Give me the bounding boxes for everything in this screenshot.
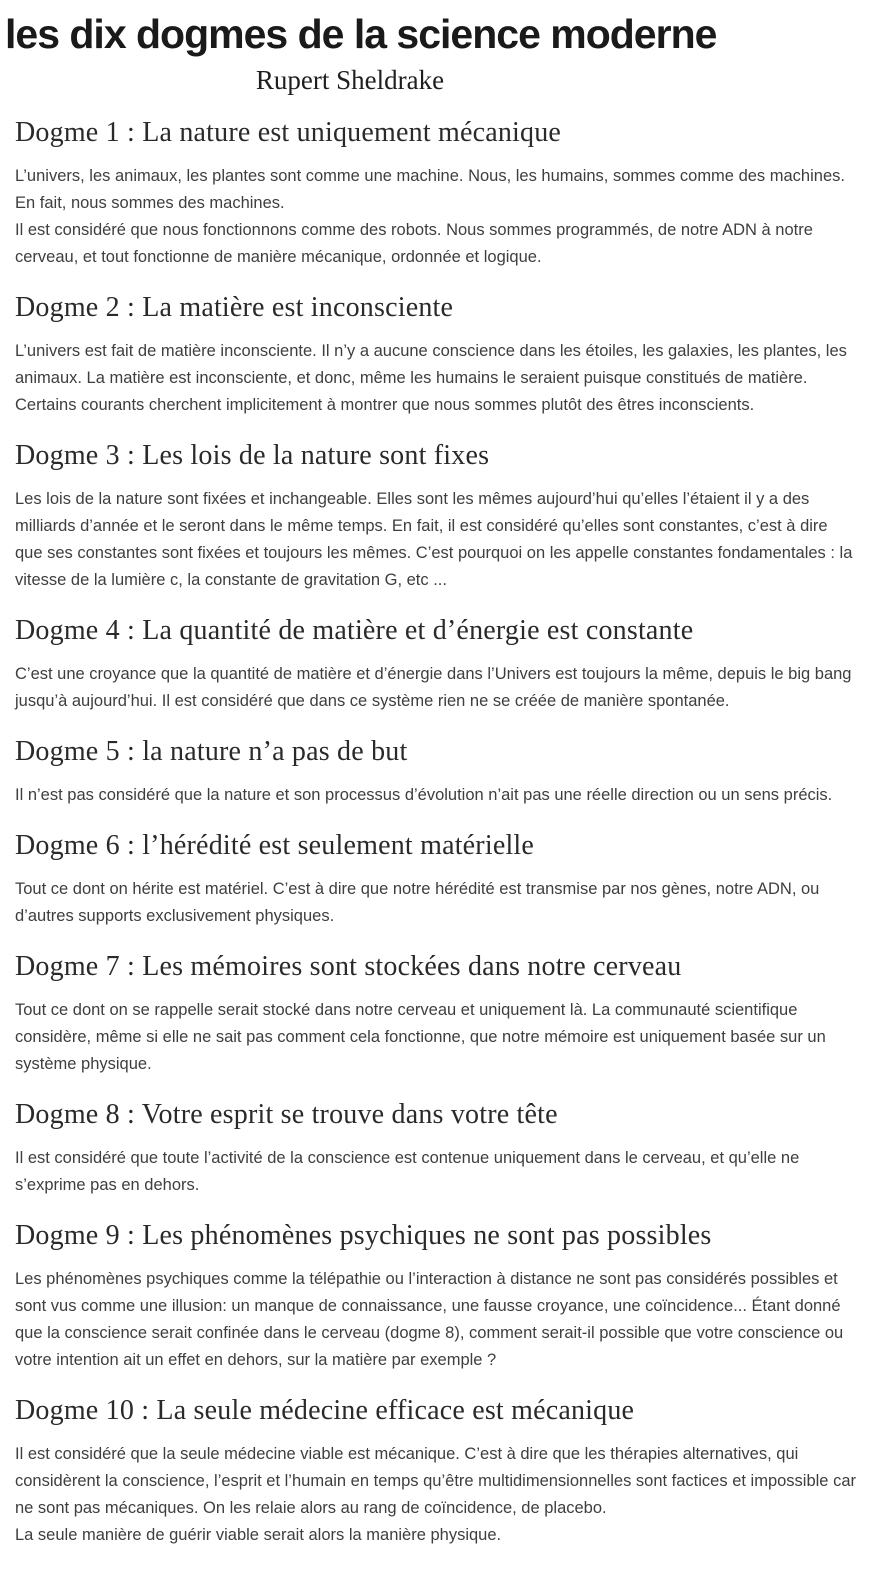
- dogme-section-10: [0, 1393, 894, 1549]
- section-heading: Dogme 6 : l’hérédité est seulement matérielle: [15, 830, 535, 861]
- dogme-section-1: [0, 115, 894, 271]
- section-paragraph: Les lois de la nature sont fixées et inchangeable. Elles sont les mêmes aujourd’hui qu’elles l’étaient il y a des milliards d’année et le seront dans le même temps. En fait, il est considéré qu’elles sont constantes, c’est à dire que ses constantes sont fixées et toujours les mêmes. C’est pourquoi on les appelle constantes fondamentales : la vitesse de la lumière c, la constante de gravitation G, etc ...: [15, 490, 853, 589]
- section-paragraph: La seule manière de guérir viable serait alors la manière physique.: [15, 1526, 502, 1544]
- section-paragraph: Il est considéré que toute l’activité de la conscience est contenue uniquement dans le cerveau, et qu’elle ne s’exprime pas en dehors.: [15, 1149, 800, 1194]
- dogme-section-5: [0, 734, 894, 809]
- section-paragraph: Tout ce dont on se rappelle serait stocké dans notre cerveau et uniquement là. La communauté scientifique considère, même si elle ne sait pas comment cela fonctionne, que notre mémoire est uniquement basée sur un système physique.: [15, 1001, 826, 1073]
- section-paragraph: Tout ce dont on hérite est matériel. C’est à dire que notre hérédité est transmise par nos gènes, notre ADN, ou d’autres supports exclusivement physiques.: [15, 880, 820, 925]
- dogme-section-2: [0, 290, 894, 419]
- dogme-section-4: [0, 613, 894, 715]
- section-heading: Dogme 2 : La matière est inconsciente: [15, 292, 454, 323]
- section-paragraph: L’univers, les animaux, les plantes sont comme une machine. Nous, les humains, sommes comme des machines. En fait, nous sommes des machines.: [15, 167, 845, 212]
- section-paragraph: Il est considéré que nous fonctionnons comme des robots. Nous sommes programmés, de notre ADN à notre cerveau, et tout fonctionne de manière mécanique, ordonnée et logique.: [15, 221, 813, 266]
- section-heading: Dogme 9 : Les phénomènes psychiques ne sont pas possibles: [15, 1220, 712, 1251]
- sections-container: [0, 115, 894, 1549]
- section-heading: Dogme 1 : La nature est uniquement mécanique: [15, 117, 562, 148]
- section-heading: Dogme 7 : Les mémoires sont stockées dans notre cerveau: [15, 951, 682, 982]
- dogme-section-6: [0, 828, 894, 930]
- section-heading: Dogme 10 : La seule médecine efficace est mécanique: [15, 1395, 635, 1426]
- section-heading: Dogme 3 : Les lois de la nature sont fixes: [15, 440, 490, 471]
- page-subtitle: Rupert Sheldrake: [255, 65, 445, 95]
- section-paragraph: Les phénomènes psychiques comme la télépathie ou l’interaction à distance ne sont pas considérés possibles et sont vus comme une illusion: un manque de connaissance, une fausse croyance, une coïncidence... Étant donné que la conscience serait confinée dans le cerveau (dogme 8), comment serait-il possible que votre conscience ou votre intention ait un effet en dehors, sur la matière par exemple ?: [15, 1270, 844, 1369]
- section-heading: Dogme 8 : Votre esprit se trouve dans votre tête: [15, 1099, 558, 1130]
- section-paragraph: C’est une croyance que la quantité de matière et d’énergie dans l’Univers est toujours la même, depuis le big bang jusqu’à aujourd’hui. Il est considéré que dans ce système rien ne se créée de manière spontanée.: [15, 665, 852, 710]
- section-heading: Dogme 4 : La quantité de matière et d’énergie est constante: [15, 615, 694, 646]
- section-paragraph: Il est considéré que la seule médecine viable est mécanique. C’est à dire que les thérapies alternatives, qui considèrent la conscience, l’esprit et l’humain en temps qu’être multidimensionnelles sont factices et impossible car ne sont pas mécaniques. On les relaie alors au rang de coïncidence, de placebo.: [15, 1445, 856, 1517]
- section-paragraph: L’univers est fait de matière inconsciente. Il n’y a aucune conscience dans les étoiles, les galaxies, les plantes, les animaux. La matière est inconsciente, et donc, même les humains le seraient puisque constitués de matière. Certains courants cherchent implicitement à montrer que nous sommes plutôt des êtres inconscients.: [15, 342, 847, 414]
- section-paragraph: Il n’est pas considéré que la nature et son processus d’évolution n’ait pas une réelle direction ou un sens précis.: [15, 786, 833, 804]
- dogme-section-3: [0, 438, 894, 594]
- page-title: les dix dogmes de la science moderne: [5, 11, 717, 57]
- dogme-section-8: [0, 1097, 894, 1199]
- dogme-section-7: [0, 949, 894, 1078]
- dogme-section-9: [0, 1218, 894, 1374]
- section-heading: Dogme 5 : la nature n’a pas de but: [15, 736, 408, 767]
